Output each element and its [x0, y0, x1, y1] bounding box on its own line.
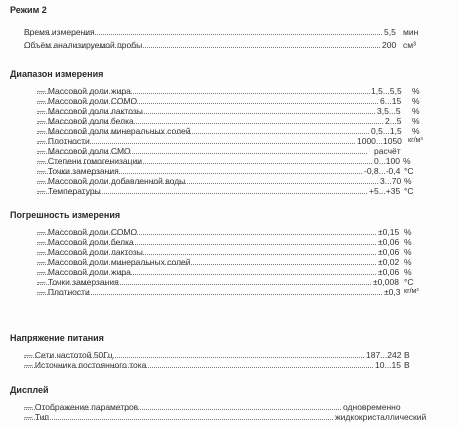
spec-value: 187...242 [366, 350, 402, 360]
spec-row [0, 277, 458, 287]
section-title-range: Диапазон измерения [10, 69, 104, 79]
spec-row [0, 360, 458, 370]
spec-label: — Массовой доли белка [37, 237, 134, 247]
spec-unit: кг/м³ [404, 288, 419, 295]
spec-label: — Массовой доли минеральных солей [37, 257, 191, 267]
dot-leader [37, 103, 378, 104]
spec-unit: % [412, 116, 420, 126]
spec-value: 200 [382, 40, 397, 50]
spec-value: 1000...1050 [357, 136, 402, 146]
spec-unit: % [404, 227, 412, 237]
dot-leader [37, 284, 371, 285]
dot-leader [37, 193, 367, 194]
spec-row [0, 412, 458, 422]
dot-leader [37, 123, 383, 124]
dot-leader [37, 244, 376, 245]
section-title-display: Дисплей [10, 385, 49, 395]
dot-leader [37, 153, 367, 154]
spec-label: — Отображение параметров [24, 402, 139, 412]
spec-value: 10...15 [375, 360, 401, 370]
spec-row [0, 267, 458, 277]
dot-leader [37, 143, 355, 144]
spec-value: расчёт [374, 146, 401, 156]
spec-label: — Массовой доли жира [37, 267, 131, 277]
spec-unit: % [404, 257, 412, 267]
spec-unit: В [404, 360, 410, 370]
spec-unit: °C [404, 277, 414, 287]
spec-row [0, 227, 458, 237]
spec-label: — Массовой доли СОМО [37, 227, 138, 237]
spec-label: — Массовой доли лактозы [37, 247, 143, 257]
dot-leader [24, 34, 382, 35]
spec-label: — Массовой доли СМО [37, 146, 131, 156]
spec-unit: °C [404, 166, 414, 176]
spec-unit: мин [403, 27, 419, 37]
spec-value: 0,5...1,5 [371, 126, 402, 136]
spec-value: 3...70 [380, 176, 402, 186]
spec-unit: В [404, 350, 410, 360]
spec-label: — Массовой доли белка [37, 116, 134, 126]
dot-leader [37, 264, 376, 265]
spec-unit: см³ [403, 40, 416, 50]
spec-label: — Точки замерзания [37, 277, 119, 287]
spec-unit: % [412, 86, 420, 96]
dot-leader [37, 173, 362, 174]
dot-leader [37, 183, 378, 184]
spec-row [0, 176, 458, 186]
spec-value: ±0,008 [373, 277, 399, 287]
dot-leader [37, 254, 376, 255]
spec-unit: % [412, 106, 420, 116]
spec-label: Время измерения [24, 27, 95, 37]
spec-value: 1,5...5,5 [371, 86, 402, 96]
spec-label: — Массовой доли лактозы [37, 106, 143, 116]
spec-value: 3,5...5 [377, 106, 401, 116]
dot-leader [37, 294, 382, 295]
spec-label: — Тип [24, 412, 50, 422]
spec-row [0, 146, 458, 156]
spec-value: ±0,06 [378, 267, 400, 277]
section-title-accuracy: Погрешность измерения [10, 210, 121, 220]
spec-value: ±0,02 [378, 257, 400, 267]
spec-row [0, 402, 458, 412]
spec-unit: % [412, 96, 420, 106]
spec-label: — Плотности [37, 287, 90, 297]
dot-leader [24, 47, 380, 48]
dot-leader [37, 133, 369, 134]
spec-unit: % [404, 267, 412, 277]
spec-label: — Массовой доли СОМО [37, 96, 138, 106]
spec-value: -0,8...-0,4 [364, 166, 401, 176]
dot-leader [37, 274, 376, 275]
spec-unit: °C [404, 186, 414, 196]
spec-value: 6...15 [380, 96, 402, 106]
spec-row [0, 106, 458, 116]
spec-row [0, 136, 458, 146]
section-title-mode: Режим 2 [10, 5, 47, 15]
spec-value: 0...100 [374, 156, 400, 166]
spec-unit: кг/м³ [408, 137, 423, 144]
spec-row [0, 186, 458, 196]
spec-value: жидкокристаллический [335, 412, 427, 422]
spec-value: 5,5 [384, 27, 396, 37]
spec-value: +5...+35 [369, 186, 401, 196]
dot-leader [24, 419, 333, 420]
dot-leader [37, 113, 375, 114]
spec-unit: % [404, 237, 412, 247]
dot-leader [24, 367, 373, 368]
spec-row [0, 257, 458, 267]
section-title-power: Напряжение питания [10, 333, 104, 343]
spec-label: — Сети частотой 50Гц [24, 350, 113, 360]
spec-unit: % [403, 156, 411, 166]
spec-row [0, 126, 458, 136]
spec-label: — Источника постоянного тока [24, 360, 147, 370]
spec-value: ±0,06 [378, 237, 400, 247]
spec-value: ±0,06 [378, 247, 400, 257]
spec-row-sample-volume [0, 40, 458, 50]
spec-row [0, 247, 458, 257]
spec-row [0, 156, 458, 166]
spec-value: ±0,3 [384, 287, 401, 297]
spec-label: — Температуры [37, 186, 101, 196]
spec-value: 2...5 [385, 116, 402, 126]
dot-leader [37, 163, 372, 164]
spec-row-measure-time [0, 27, 458, 37]
spec-row [0, 116, 458, 126]
spec-row [0, 237, 458, 247]
spec-label: — Плотности [37, 136, 90, 146]
dot-leader [37, 93, 370, 94]
spec-label: — Массовой доли минеральных солей [37, 126, 191, 136]
dot-leader [24, 409, 341, 410]
spec-row [0, 96, 458, 106]
spec-label: — Массовой доли добавленной воды [37, 176, 186, 186]
spec-label: Объём анализируемой пробы [24, 40, 143, 50]
spec-value: ±0,15 [378, 227, 400, 237]
spec-unit: % [404, 176, 412, 186]
spec-unit: % [404, 247, 412, 257]
spec-row [0, 166, 458, 176]
spec-value: одновременно [343, 402, 401, 412]
dot-leader [37, 234, 376, 235]
spec-row [0, 86, 458, 96]
dot-leader [24, 357, 364, 358]
spec-label: — Степени гомогенизации [37, 156, 142, 166]
spec-unit: % [412, 126, 420, 136]
spec-label: — Массовой доли жира [37, 86, 131, 96]
spec-row [0, 287, 458, 297]
spec-row [0, 350, 458, 360]
spec-label: — Точки замерзания [37, 166, 119, 176]
